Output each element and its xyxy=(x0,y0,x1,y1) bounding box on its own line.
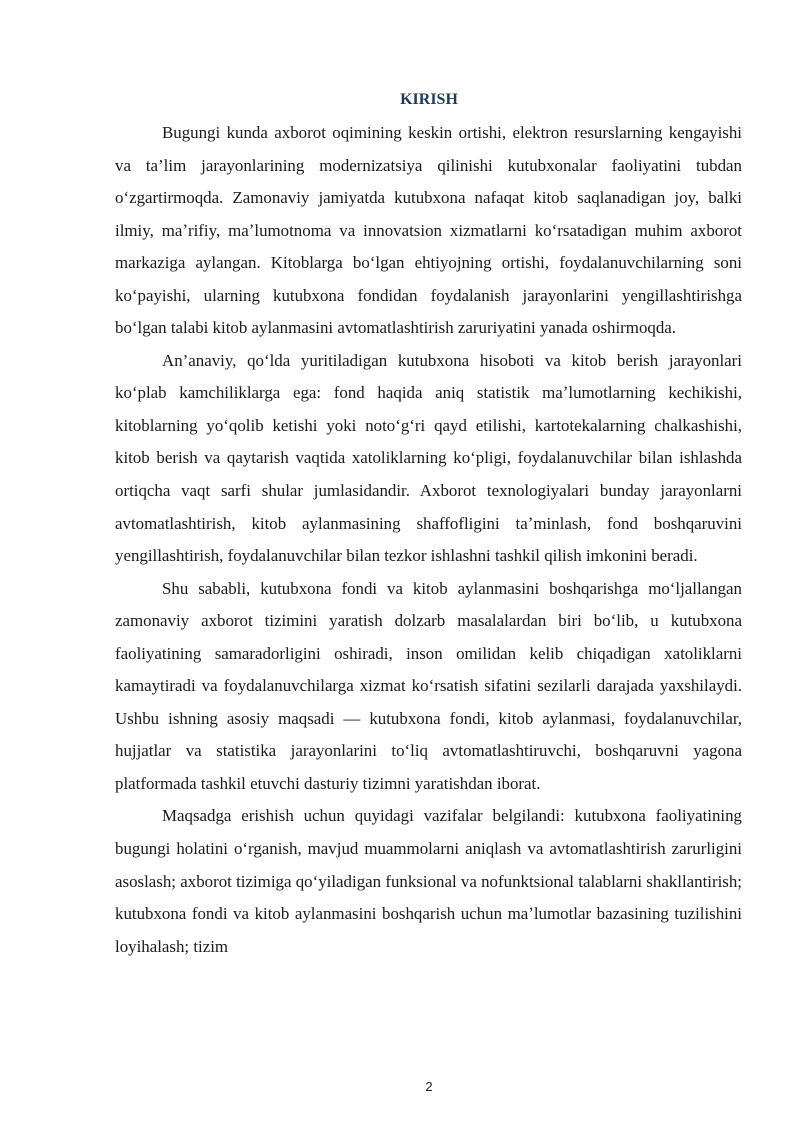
paragraph-1: Bugungi kunda axborot oqimining keskin ortishi, elektron resurslarning kengayishi va ta’lim jarayonlarining modernizatsiya qilinishi kutubxonalar faoliyatini tubdan oʻzgartirmoqda. Zamonaviy jamiyatda kutubxona nafaqat kitob saqlanadigan joy, balki ilmiy, maʼrifiy, maʼlumotnoma va innovatsion xizmatlarni koʻrsatadigan muhim axborot markaziga aylangan. Kitoblarga boʻlgan ehtiyojning ortishi, foydalanuvchilarning soni koʻpayishi, ularning kutubxona fondidan foydalanish jarayonlarini yengillashtirishga boʻlgan talabi kitob aylanmasini avtomatlashtirish zaruriyatini yanada oshirmoqda. xyxy=(115,123,742,338)
paragraph-4: Maqsadga erishish uchun quyidagi vazifalar belgilandi: kutubxona faoliyatining bugungi holatini oʻrganish, mavjud muammolarni aniqlash va avtomatlashtirish zarurligini asoslash; axborot tizimiga qoʻyiladigan funksional va nofunktsional talablarni shakllantirish; kutubxona fondi va kitob aylanmasini boshqarish uchun maʼlumotlar bazasining tuzilishini loyihalash; tizim xyxy=(115,806,742,956)
section-heading: KIRISH xyxy=(400,91,458,108)
paragraph-2: An’anaviy, qoʻlda yuritiladigan kutubxona hisoboti va kitob berish jarayonlari koʻplab kamchiliklarga ega: fond haqida aniq statistik maʼlumotlarning kechikishi, kitoblarning yoʻqolib ketishi yoki notoʻgʻri qayd etilishi, kartotekalarning chalkashishi, kitob berish va qaytarish vaqtida xatoliklarning koʻpligi, foydalanuvchilar bilan ishlashda ortiqcha vaqt sarfi shular jumlasidandir. Axborot texnologiyalari bunday jarayonlarni avtomatlashtirish, kitob aylanmasining shaffofligini taʼminlash, fond boshqaruvini yengillashtirish, foydalanuvchilar bilan tezkor ishlashni tashkil qilish imkonini beradi. xyxy=(115,350,742,566)
page-number: 2 xyxy=(425,1079,433,1094)
paragraph-3: Shu sababli, kutubxona fondi va kitob aylanmasini boshqarishga moʻljallangan zamonaviy axborot tizimini yaratish dolzarb masalalardan biri boʻlib, u kutubxona faoliyatining samaradorligini oshiradi, inson omilidan kelib chiqadigan xatoliklarni kamaytiradi va foydalanuvchilarga xizmat koʻrsatish sifatini sezilarli darajada yaxshilaydi. Ushbu ishning asosiy maqsadi — kutubxona fondi, kitob aylanmasi, foydalanuvchilar, hujjatlar va statistika jarayonlarini toʻliq avtomatlashtiruvchi, boshqaruvni yagona platformada tashkil etuvchi dasturiy tizimni yaratishdan iborat. xyxy=(115,578,742,793)
body-text xyxy=(115,117,742,963)
